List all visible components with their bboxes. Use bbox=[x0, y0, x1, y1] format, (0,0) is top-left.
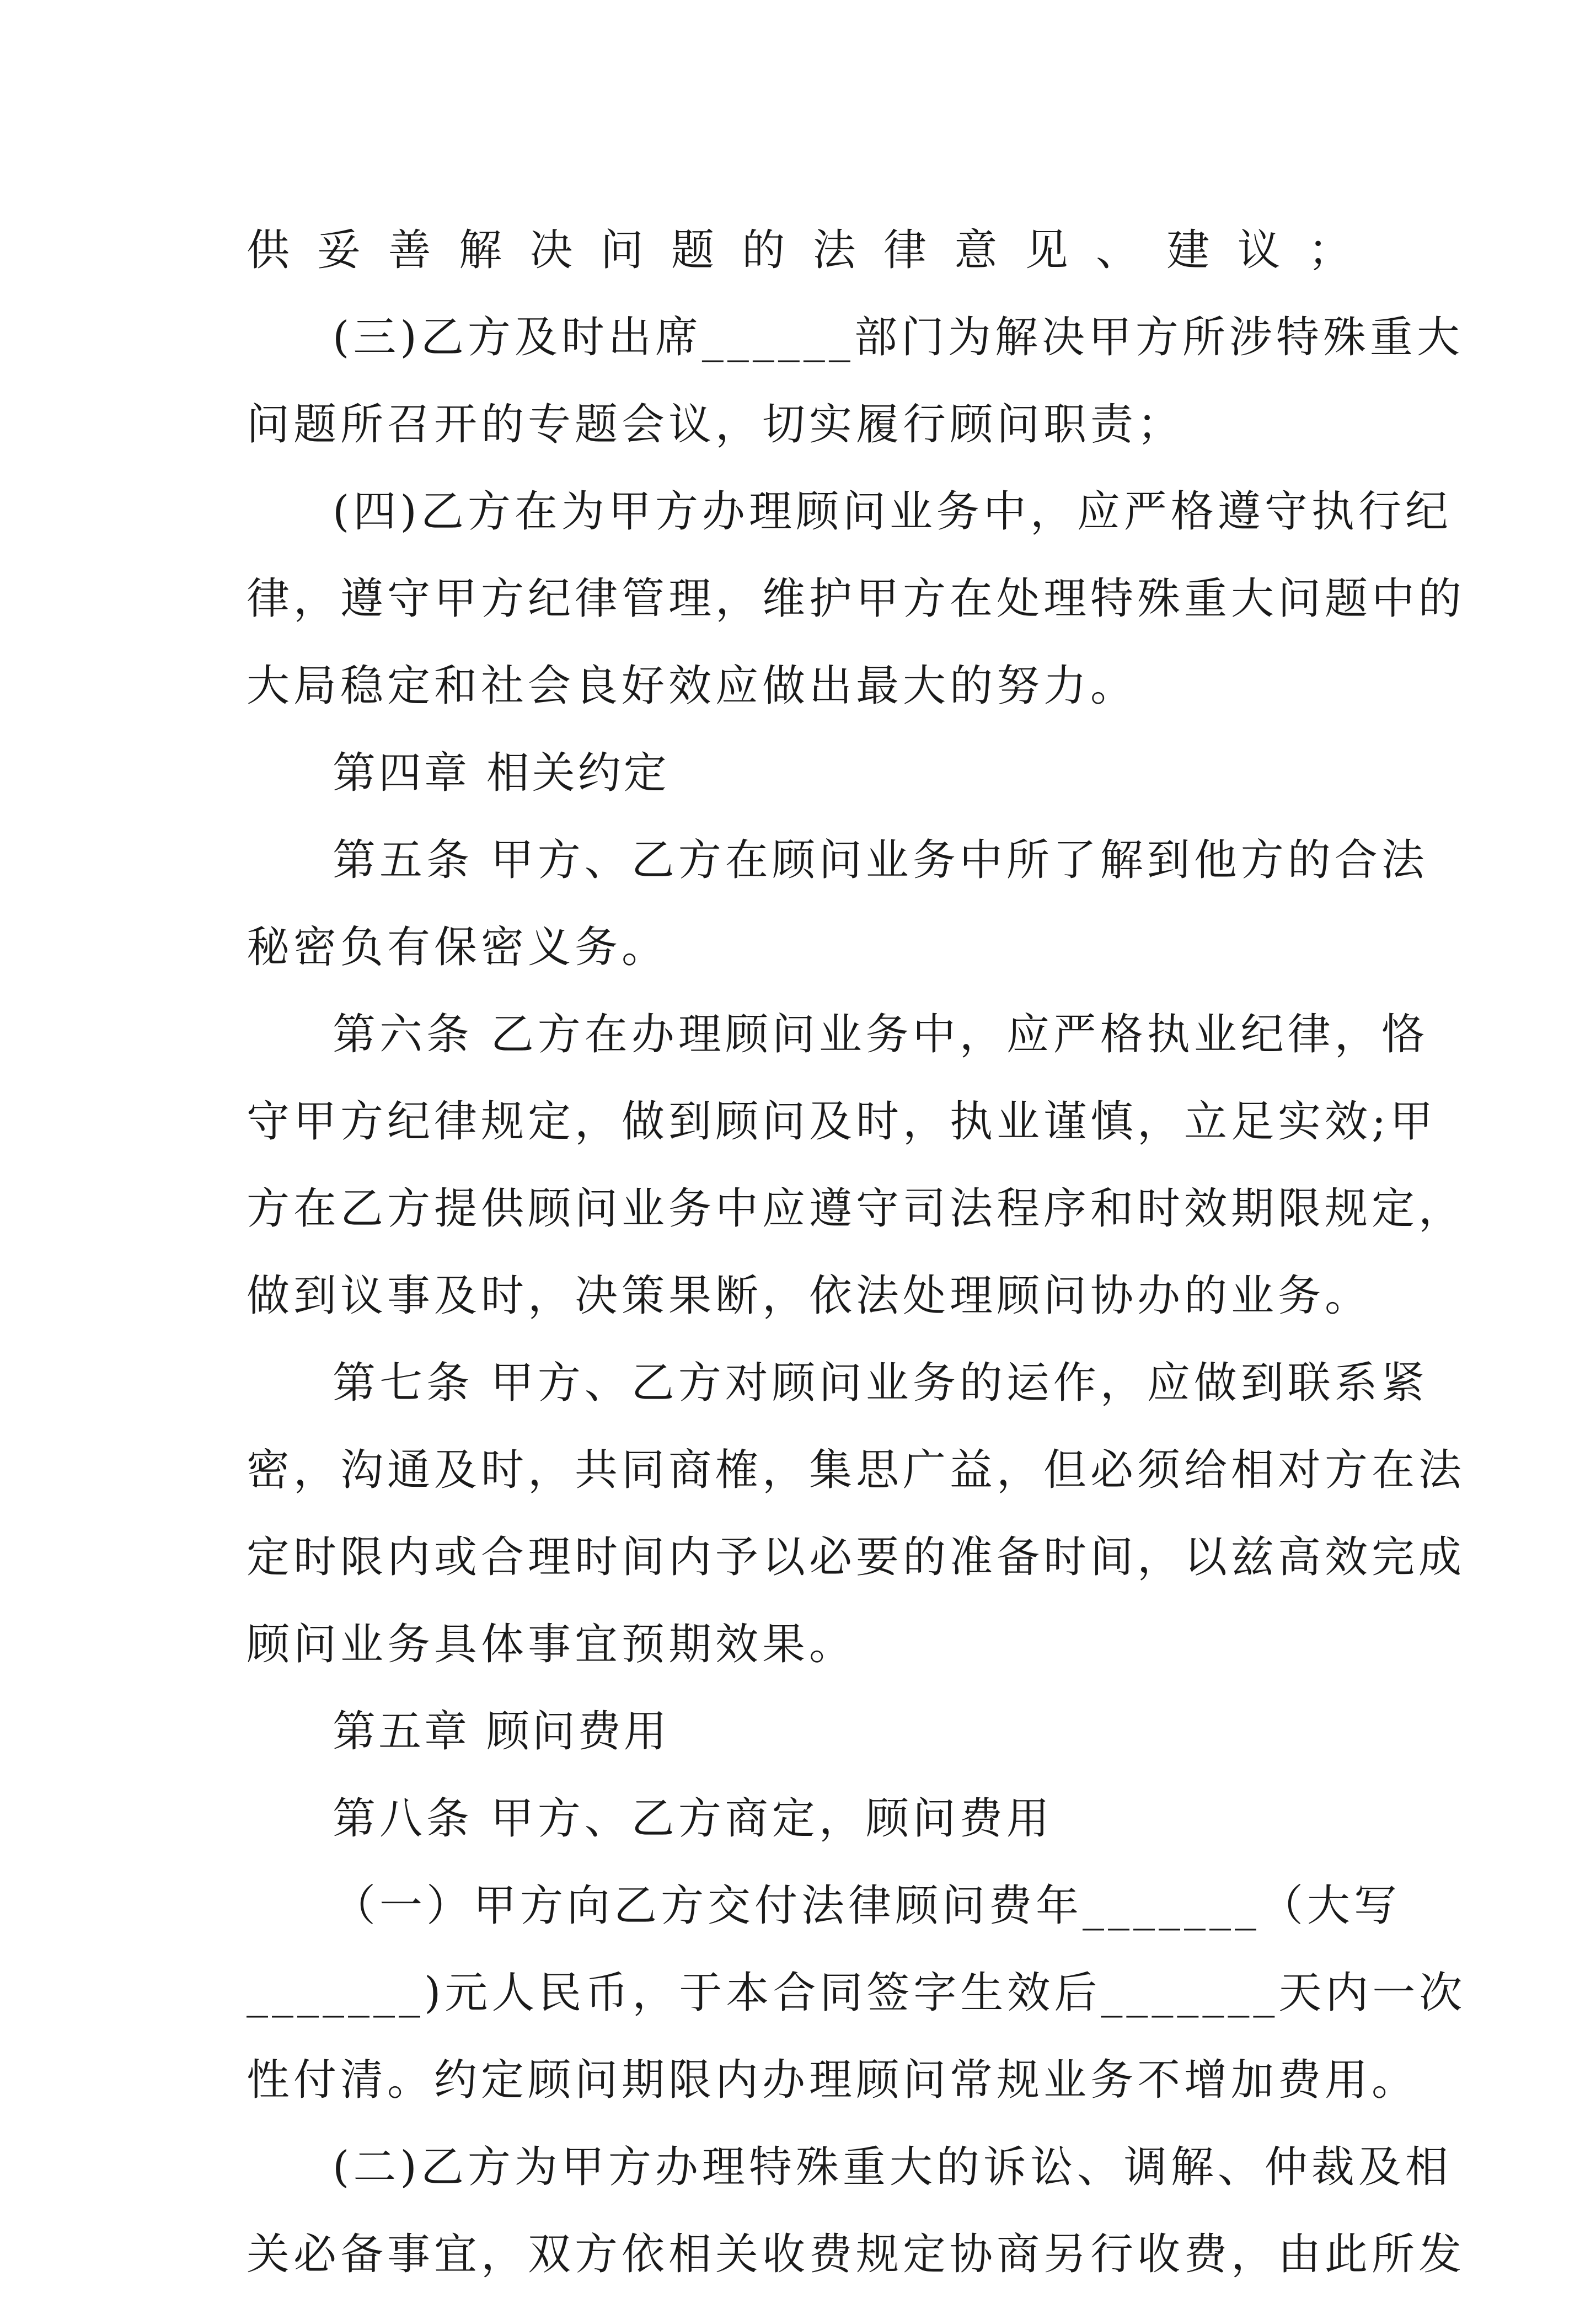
text-line: 第五条 甲方、乙方在顾问业务中所了解到他方的合法 bbox=[333, 835, 1428, 885]
text-line: 问题所召开的专题会议，切实履行顾问职责； bbox=[247, 400, 1185, 449]
text-line: 第七条 甲方、乙方对顾问业务的运作，应做到联系紧 bbox=[333, 1358, 1428, 1408]
text-line: (四)乙方在为甲方办理顾问业务中，应严格遵守执行纪 bbox=[333, 487, 1452, 537]
text-line: 第六条 乙方在办理顾问业务中，应严格执业纪律，恪 bbox=[333, 1010, 1428, 1059]
text-line: 定时限内或合理时间内予以必要的准备时间，以兹高效完成 bbox=[247, 1533, 1466, 1582]
text-line: 大局稳定和社会良好效应做出最大的努力。 bbox=[247, 661, 1138, 711]
text-line: 做到议事及时，决策果断，依法处理顾问协办的业务。 bbox=[247, 1271, 1372, 1321]
text-line: 供妥善解决问题的法律意见、建议； bbox=[247, 226, 1355, 275]
chapter-heading: 第五章 顾问费用 bbox=[333, 1707, 670, 1756]
text-line: 第八条 甲方、乙方商定，顾问费用 bbox=[333, 1794, 1053, 1844]
text-line: 秘密负有保密义务。 bbox=[247, 923, 669, 972]
text-line: 方在乙方提供顾问业务中应遵守司法程序和时效期限规定， bbox=[247, 1184, 1466, 1234]
text-line: 守甲方纪律规定，做到顾问及时，执业谨慎，立足实效;甲 bbox=[247, 1097, 1437, 1147]
text-line: (二)乙方为甲方办理特殊重大的诉讼、调解、仲裁及相 bbox=[333, 2142, 1452, 2192]
chapter-heading: 第四章 相关约定 bbox=[333, 748, 670, 798]
text-line: 律，遵守甲方纪律管理，维护甲方在处理特殊重大问题中的 bbox=[247, 574, 1466, 624]
text-line: _______)元人民币，于本合同签字生效后_______天内一次 bbox=[247, 1968, 1466, 2018]
text-line: （一）甲方向乙方交付法律顾问费年_______（大写 bbox=[333, 1881, 1401, 1931]
text-line: 性付清。约定顾问期限内办理顾问常规业务不增加费用。 bbox=[247, 2055, 1419, 2105]
text-line: 顾问业务具体事宜预期效果。 bbox=[247, 1620, 856, 1669]
text-line: (三)乙方及时出席______部门为解决甲方所涉特殊重大 bbox=[333, 313, 1464, 362]
text-line: 关必备事宜，双方依相关收费规定协商另行收费，由此所发 bbox=[247, 2230, 1466, 2279]
text-line: 密，沟通及时，共同商榷，集思广益，但必须给相对方在法 bbox=[247, 1445, 1466, 1495]
document-body bbox=[247, 207, 1466, 2298]
